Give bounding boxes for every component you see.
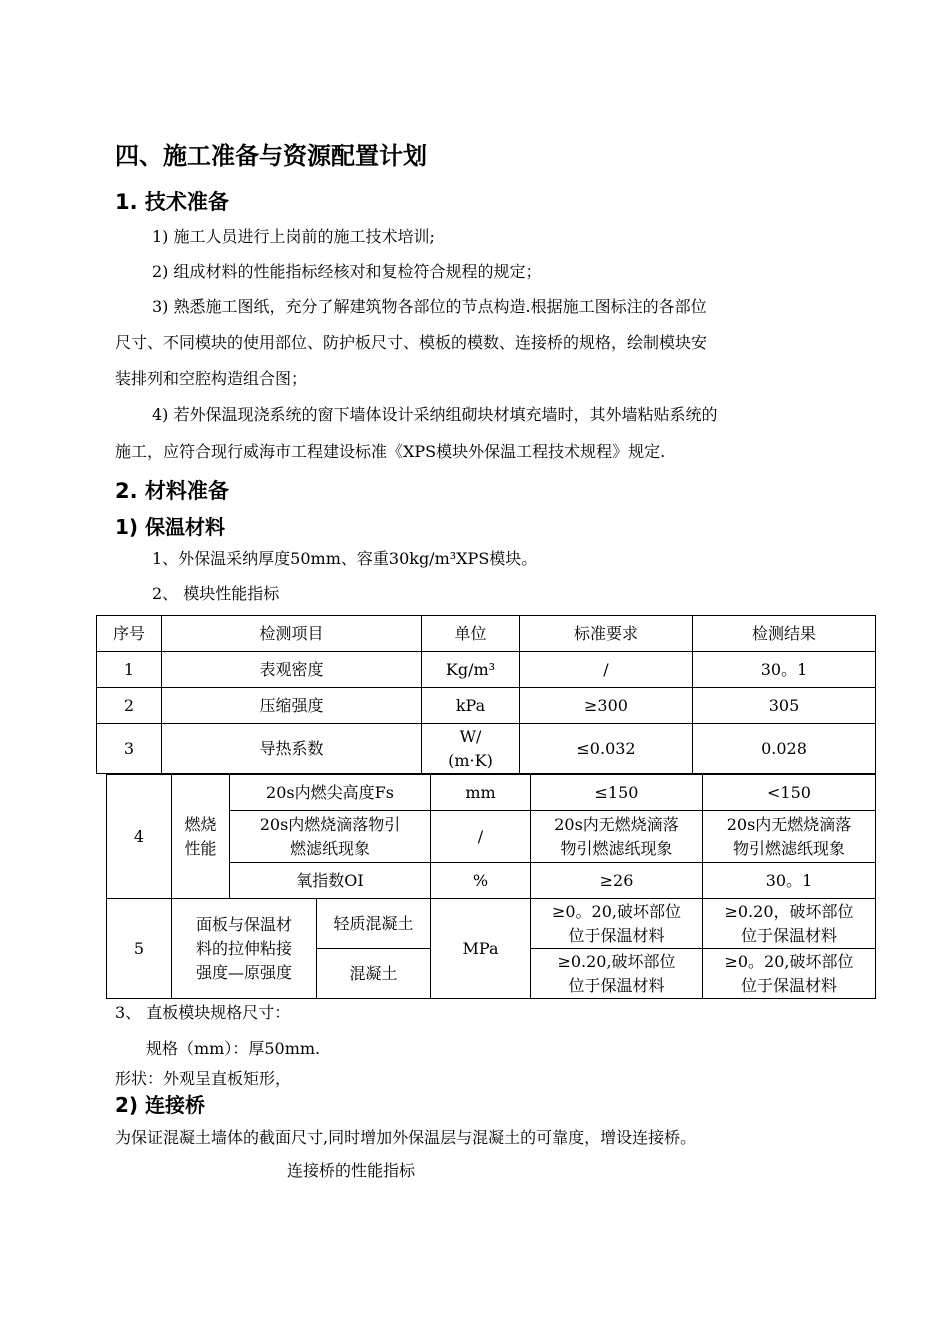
paragraph-line: 尺寸、不同模块的使用部位、防护板尺寸、模板的模数、连接桥的规格，绘制模块安	[115, 333, 708, 352]
table-row	[97, 688, 876, 724]
table-cell: 2	[97, 688, 162, 724]
subsection-title: 2) 连接桥	[115, 1093, 206, 1117]
table-cell: ≥0.20,破坏部位 位于保温材料	[531, 949, 703, 999]
table-cell: 4	[107, 775, 172, 899]
table-cell: MPa	[431, 899, 531, 999]
table-header: 检测项目	[162, 616, 422, 652]
table-row	[107, 775, 876, 811]
table-cell: 混凝土	[317, 949, 431, 999]
table-cell: /	[520, 652, 693, 688]
table-cell: ≥0。20,破坏部位 位于保温材料	[703, 949, 876, 999]
paragraph-line: 1、外保温采纳厚度50mm、容重30kg/m³XPS模块。	[152, 549, 538, 568]
table-cell: 导热系数	[162, 724, 422, 774]
table-cell: ≥0.20，破坏部位 位于保温材料	[703, 899, 876, 949]
table-cell: 轻质混凝土	[317, 899, 431, 949]
table-header: 标准要求	[520, 616, 693, 652]
performance-table-main	[96, 615, 876, 774]
paragraph-line: 为保证混凝土墙体的截面尺寸,同时增加外保温层与混凝土的可靠度，增设连接桥。	[115, 1128, 697, 1147]
paragraph-line: 装排列和空腔构造组合图；	[115, 369, 308, 388]
table-cell: 燃烧 性能	[172, 775, 230, 899]
table-cell: kPa	[422, 688, 520, 724]
paragraph-line: 规格（mm）：厚50mm.	[146, 1039, 321, 1058]
table-cell: 5	[107, 899, 172, 999]
table-header-row	[97, 616, 876, 652]
table-header: 单位	[422, 616, 520, 652]
table-cell: ≥0。20,破坏部位 位于保温材料	[531, 899, 703, 949]
table-cell: 3	[97, 724, 162, 774]
table-cell: 1	[97, 652, 162, 688]
bond-strength-table	[106, 898, 876, 999]
paragraph-line: 3) 熟悉施工图纸，充分了解建筑物各部位的节点构造.根据施工图标注的各部位	[152, 297, 707, 316]
page-title: 四、施工准备与资源配置计划	[115, 142, 427, 170]
paragraph-line: 施工，应符合现行威海市工程建设标准《XPS模块外保温工程技术规程》规定.	[115, 442, 666, 461]
table-cell: 20s内无燃烧滴落 物引燃滤纸现象	[531, 811, 703, 863]
table-header: 检测结果	[693, 616, 876, 652]
paragraph-line: 3、 直板模块规格尺寸：	[115, 1003, 291, 1022]
table-cell: 20s内燃烧滴落物引 燃滤纸现象	[230, 811, 431, 863]
table-cell: ≤150	[531, 775, 703, 811]
table-cell: 0.028	[693, 724, 876, 774]
paragraph-line: 形状：外观呈直板矩形，	[115, 1069, 292, 1088]
table-cell: <150	[703, 775, 876, 811]
table-cell: ≤0.032	[520, 724, 693, 774]
paragraph-line: 2、 模块性能指标	[152, 584, 280, 603]
table-row	[97, 652, 876, 688]
table-cell: 氧指数OI	[230, 863, 431, 899]
table-row	[97, 724, 876, 774]
table-cell: 面板与保温材 料的拉伸粘接 强度—原强度	[172, 899, 317, 999]
table-header: 序号	[97, 616, 162, 652]
table-cell: /	[431, 811, 531, 863]
table-cell: Kg/m³	[422, 652, 520, 688]
subsection-title: 1) 保温材料	[115, 515, 226, 539]
table-cell: ≥26	[531, 863, 703, 899]
table-caption: 连接桥的性能指标	[287, 1161, 416, 1180]
table-cell: 压缩强度	[162, 688, 422, 724]
table-cell: 20s内无燃烧滴落 物引燃滤纸现象	[703, 811, 876, 863]
table-cell: %	[431, 863, 531, 899]
section-2-title: 2. 材料准备	[115, 479, 229, 503]
combustion-table	[106, 774, 876, 899]
table-cell: W/ (m·K)	[422, 724, 520, 774]
section-1-title: 1. 技术准备	[115, 190, 229, 214]
table-cell: mm	[431, 775, 531, 811]
table-cell: 305	[693, 688, 876, 724]
table-cell: 30。1	[693, 652, 876, 688]
paragraph-line: 2) 组成材料的性能指标经核对和复检符合规程的规定；	[152, 262, 542, 281]
table-row	[107, 899, 876, 949]
table-cell: 30。1	[703, 863, 876, 899]
table-cell: 20s内燃尖高度Fs	[230, 775, 431, 811]
paragraph-line: 4) 若外保温现浇系统的窗下墙体设计采纳组砌块材填充墙时，其外墙粘贴系统的	[152, 405, 718, 424]
table-cell: ≥300	[520, 688, 693, 724]
paragraph-line: 1) 施工人员进行上岗前的施工技术培训;	[152, 227, 435, 246]
table-cell: 表观密度	[162, 652, 422, 688]
